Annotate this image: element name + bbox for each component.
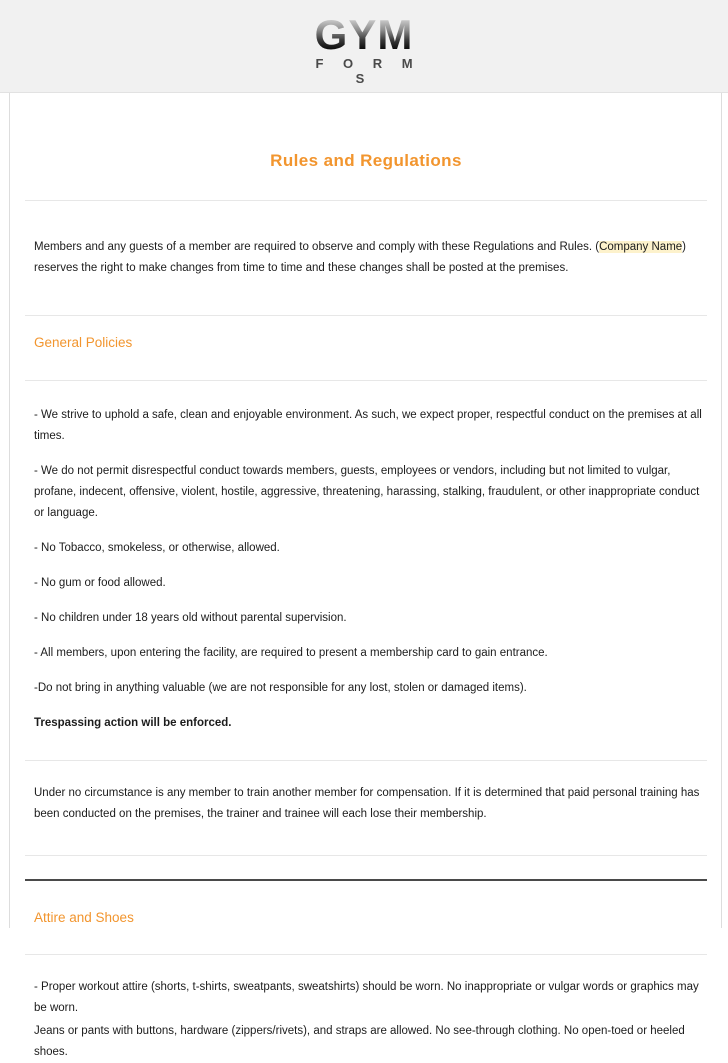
attire-item: - Proper workout attire (shorts, t-shirts, sweatpants, sweatshirts) should be worn. No inappropriate or vulgar words or graphics may be worn. <box>34 981 699 1014</box>
document-page <box>9 93 722 1058</box>
gymforms-logo <box>298 10 430 86</box>
policy-item: - No gum or food allowed. <box>34 577 166 589</box>
policy-item: - We do not permit disrespectful conduct towards members, guests, employees or vendors, including but not limited to vulgar, profane, indecent, offensive, violent, hostile, aggressive, threatening, harassing, stalking, fraudulent, or other inappropriate conduct or language. <box>34 465 700 519</box>
intro-text-after-highlight: ) reserves the right to make changes from time to time and these changes shall be posted at the premises. <box>34 241 687 274</box>
policy-item: - No Tobacco, smokeless, or otherwise, allowed. <box>34 542 280 554</box>
attire-heading-spacer <box>25 927 707 954</box>
general-policies-list <box>25 381 707 734</box>
policy-item: - All members, upon entering the facility, are required to present a membership card to gain entrance. <box>34 647 548 659</box>
trespassing-note: Trespassing action will be enforced. <box>34 717 232 729</box>
section-heading-general-policies: General Policies <box>34 335 133 350</box>
policy-item: -Do not bring in anything valuable (we are not responsible for any lost, stolen or damaged items). <box>34 682 527 694</box>
logo-wordmark-gym: GYM <box>298 14 430 56</box>
logo-wordmark-forms: F O R M S <box>315 56 421 86</box>
intro-paragraph <box>34 237 702 279</box>
policy-item: - No children under 18 years old without parental supervision. <box>34 612 347 624</box>
policy-item: - We strive to uphold a safe, clean and enjoyable environment. As such, we expect proper, respectful conduct on the premises at all times. <box>34 409 702 442</box>
section-heading-attire-and-shoes: Attire and Shoes <box>34 910 134 925</box>
document-header-band <box>0 0 728 93</box>
intro-paragraph-block <box>25 201 707 279</box>
general-policies-heading-spacer <box>25 352 707 380</box>
page-title: Rules and Regulations <box>270 151 462 170</box>
company-name-placeholder[interactable]: Company Name <box>599 241 683 253</box>
intro-bottom-spacer <box>25 279 707 315</box>
intro-text-before-highlight: Members and any guests of a member are required to observe and comply with these Regulations and Rules. ( <box>34 241 600 253</box>
policies-bottom-spacer <box>25 734 707 760</box>
general-policies-heading-block <box>25 316 707 352</box>
attire-list <box>25 955 707 1063</box>
attire-heading-block <box>25 881 707 927</box>
title-spacer <box>25 172 707 200</box>
between-rules-spacer <box>25 856 707 879</box>
training-bottom-spacer <box>25 825 707 855</box>
training-paragraph-block <box>25 761 707 825</box>
training-paragraph: Under no circumstance is any member to train another member for compensation. If it is determined that paid personal training has been conducted on the premises, the trainer and trainee will each lose their membership. <box>34 787 700 820</box>
attire-item: Jeans or pants with buttons, hardware (zippers/rivets), and straps are allowed. No see-through clothing. No open-toed or heeled shoes. <box>34 1025 685 1058</box>
